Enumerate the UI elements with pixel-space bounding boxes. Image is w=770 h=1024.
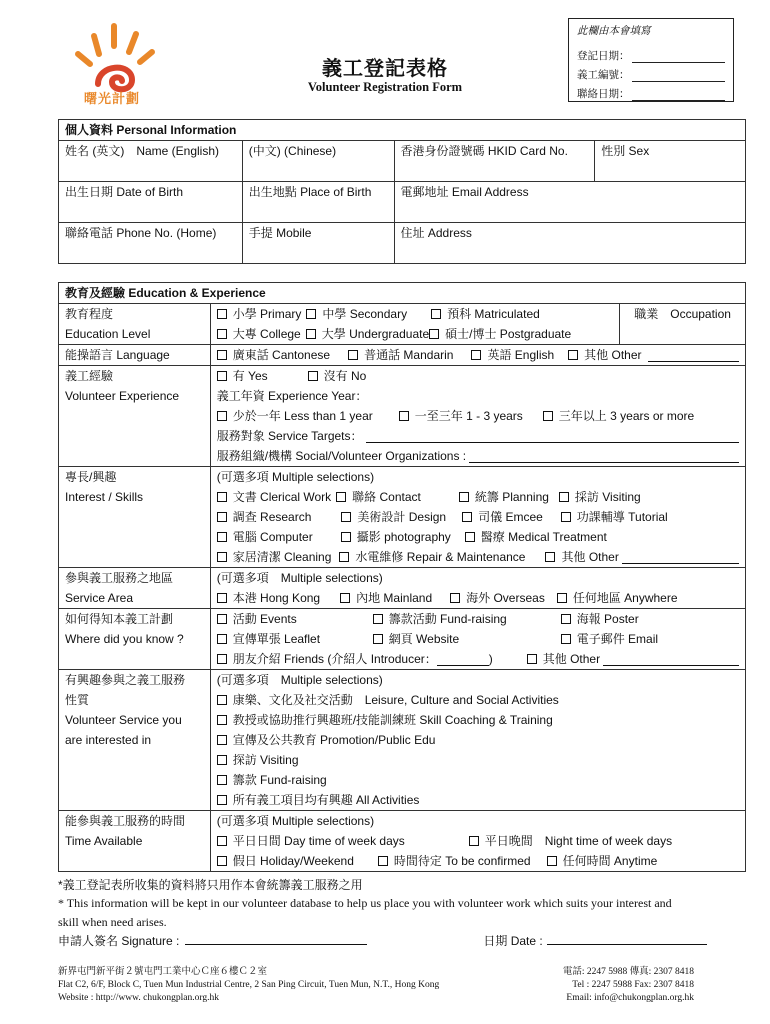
date-of-birth-field[interactable]: 出生日期 Date of Birth <box>59 182 243 223</box>
planning-checkbox[interactable] <box>459 492 469 502</box>
know-options: 活動 Events 籌款活動 Fund-raising 海報 Poster 宣傳單張 Leaflet 網頁 Website 電子郵件 Email 朋友介紹 Friends (介紹人 Introducer： ) 其他 Other <box>210 609 745 670</box>
skill-coaching-checkbox[interactable] <box>217 715 227 725</box>
all-activities-checkbox[interactable] <box>217 795 227 805</box>
anytime-checkbox[interactable] <box>547 856 557 866</box>
computer-checkbox[interactable] <box>217 532 227 542</box>
experience-yes-checkbox[interactable] <box>217 371 227 381</box>
secondary-checkbox[interactable] <box>306 309 316 319</box>
area-multi-note: (可選多項 Multiple selections) <box>216 571 383 585</box>
emcee-checkbox[interactable] <box>462 512 472 522</box>
footer-contact <box>548 966 694 1005</box>
language-options: 廣東話 Cantonese 普通話 Mandarin 英語 English 其他 Other <box>210 345 745 366</box>
signature-row <box>58 932 746 949</box>
service-area-label: 參與義工服務之地區 Service Area <box>59 568 211 609</box>
mandarin-checkbox[interactable] <box>348 350 358 360</box>
time-multi-note: (可選多項 Multiple selections) <box>216 814 375 828</box>
volunteer-number-field[interactable] <box>632 70 726 82</box>
time-available-options: (可選多項 Multiple selections) 平日日間 Day time of week days 平日晚間 Night time of week days 假日 Holiday/Weekend 時間待定 To be confirmed 任何時間 Anytime <box>210 811 745 872</box>
visiting-checkbox[interactable] <box>559 492 569 502</box>
contact-date-label: 聯絡日期： <box>577 88 630 100</box>
place-of-birth-field[interactable]: 出生地點 Place of Birth <box>242 182 394 223</box>
other-interest-field[interactable] <box>622 551 739 564</box>
experience-year-label: 義工年資 Experience Year： <box>216 389 368 403</box>
form-title-chinese: 義工登記表格 <box>322 58 448 80</box>
service-interest-label: 有興趣參與之義工服務 性質 Volunteer Service you are interested in <box>59 670 211 811</box>
contact-checkbox[interactable] <box>336 492 346 502</box>
tutorial-checkbox[interactable] <box>561 512 571 522</box>
hong-kong-checkbox[interactable] <box>217 593 227 603</box>
education-experience-table <box>58 282 746 872</box>
other-language-checkbox[interactable] <box>568 350 578 360</box>
service-area-options: (可選多項 Multiple selections) 本港 Hong Kong 內地 Mainland 海外 Overseas 任何地區 Anywhere <box>210 568 745 609</box>
signature-label: 申請人簽名 Signature : <box>58 934 180 948</box>
events-checkbox[interactable] <box>217 614 227 624</box>
phone-home-field[interactable]: 聯絡電話 Phone No. (Home) <box>59 223 243 264</box>
name-chinese-field[interactable]: (中文) (Chinese) <box>242 141 394 182</box>
footer-address <box>58 966 439 1005</box>
sex-field[interactable]: 性別 Sex <box>595 141 746 182</box>
email-source-checkbox[interactable] <box>561 634 571 644</box>
less-than-1-year-checkbox[interactable] <box>217 411 227 421</box>
other-language-field[interactable] <box>648 349 739 362</box>
office-use-heading: 此欄由本會填寫 <box>577 25 651 37</box>
address-field[interactable]: 住址 Address <box>394 223 745 264</box>
poster-checkbox[interactable] <box>561 614 571 624</box>
experience-no-checkbox[interactable] <box>308 371 318 381</box>
mobile-field[interactable]: 手提 Mobile <box>242 223 394 264</box>
english-checkbox[interactable] <box>471 350 481 360</box>
other-interest-checkbox[interactable] <box>545 552 555 562</box>
email-field[interactable]: 電郵地址 Email Address <box>394 182 745 223</box>
education-heading: 教育及經驗 Education & Experience <box>59 283 746 304</box>
name-english-field[interactable]: 姓名 (英文) Name (English) <box>59 141 243 182</box>
service-visiting-checkbox[interactable] <box>217 755 227 765</box>
repair-checkbox[interactable] <box>339 552 349 562</box>
undergraduate-checkbox[interactable] <box>306 329 316 339</box>
3-years-or-more-checkbox[interactable] <box>543 411 553 421</box>
contact-date-field[interactable] <box>632 89 726 101</box>
personal-info-heading: 個人資料 Personal Information <box>59 120 746 141</box>
interest-label: 專長/興趣 Interest / Skills <box>59 467 211 568</box>
holiday-checkbox[interactable] <box>217 856 227 866</box>
experience-options: 有 Yes 沒有 No 義工年資 Experience Year： 少於一年 Less than 1 year 一至三年 1 - 3 years 三年以上 3 years or more 服務對象 Service Targets： 服務組織/機構 Social/Volunteer Organizations : <box>210 366 745 467</box>
to-be-confirmed-checkbox[interactable] <box>378 856 388 866</box>
experience-label: 義工經驗 Volunteer Experience <box>59 366 211 467</box>
organizations-label: 服務組織/機構 Social/Volunteer Organizations : <box>216 449 467 463</box>
cleaning-checkbox[interactable] <box>217 552 227 562</box>
education-level-options: 小學 Primary 中學 Secondary 預科 Matriculated 大專 College 大學 Undergraduate 碩士/博士 Postgraduate <box>210 304 619 345</box>
other-source-checkbox[interactable] <box>527 654 537 664</box>
1-3-years-checkbox[interactable] <box>399 411 409 421</box>
weekday-daytime-checkbox[interactable] <box>217 836 227 846</box>
research-checkbox[interactable] <box>217 512 227 522</box>
anywhere-checkbox[interactable] <box>557 593 567 603</box>
office-use-box <box>568 18 734 102</box>
weekday-night-checkbox[interactable] <box>469 836 479 846</box>
postgraduate-checkbox[interactable] <box>429 329 439 339</box>
hkid-field[interactable]: 香港身份證號碼 HKID Card No. <box>394 141 595 182</box>
leaflet-checkbox[interactable] <box>217 634 227 644</box>
privacy-note-english-cont: skill when need arises. <box>58 915 167 929</box>
email-link[interactable]: Email: info@chukongplan.org.hk <box>566 993 694 1003</box>
fund-raising-source-checkbox[interactable] <box>373 614 383 624</box>
cantonese-checkbox[interactable] <box>217 350 227 360</box>
friends-checkbox[interactable] <box>217 654 227 664</box>
privacy-note-english: * This information will be kept in our volunteer database to help us place you with volunteer work which suits your interest and <box>58 896 672 910</box>
college-checkbox[interactable] <box>217 329 227 339</box>
service-multi-note: (可選多項 Multiple selections) <box>216 673 383 687</box>
phone-english: Tel : 2247 5988 Fax: 2307 8418 <box>572 980 694 990</box>
website-checkbox[interactable] <box>373 634 383 644</box>
phone-chinese: 電話: 2247 5988 傳真: 2307 8418 <box>562 967 694 977</box>
mainland-checkbox[interactable] <box>340 593 350 603</box>
overseas-checkbox[interactable] <box>450 593 460 603</box>
registration-date-label: 登記日期： <box>577 50 630 62</box>
date-field[interactable] <box>547 932 707 945</box>
clerical-checkbox[interactable] <box>217 492 227 502</box>
organizations-field[interactable] <box>469 450 739 463</box>
promotion-checkbox[interactable] <box>217 735 227 745</box>
matriculated-checkbox[interactable] <box>431 309 441 319</box>
primary-checkbox[interactable] <box>217 309 227 319</box>
service-fund-raising-checkbox[interactable] <box>217 775 227 785</box>
education-level-label: 教育程度 Education Level <box>59 304 211 345</box>
service-interest-options: (可選多項 Multiple selections) 康樂、文化及社交活動 Leisure, Culture and Social Activities 教授或協助推行興趣班/技能訓練班 Skill Coaching & Training 宣傳及公共教育 Promotion/Public Edu 探訪 Visiting 籌款 Fund-raising 所有義工項目均有興趣 All Activities <box>210 670 745 811</box>
photography-checkbox[interactable] <box>341 532 351 542</box>
leisure-checkbox[interactable] <box>217 695 227 705</box>
website-link[interactable]: Website : http://www. chukongplan.org.hk <box>58 993 219 1003</box>
interest-options: (可選多項 Multiple selections) 文書 Clerical Work 聯絡 Contact 統籌 Planning 採訪 Visiting 調查 Research 美術設計 Design 司儀 Emcee 功課輔導 Tutorial 電腦 Computer 攝影 photography 醫療 Medical Treatment 家居清潔 Cleaning 水電維修 Repair & Maintenance 其他 Other <box>210 467 745 568</box>
other-source-field[interactable] <box>603 653 739 666</box>
design-checkbox[interactable] <box>341 512 351 522</box>
know-label: 如何得知本義工計劃 Where did you know ? <box>59 609 211 670</box>
date-label: 日期 Date : <box>483 934 543 948</box>
address-chinese: 新界屯門新平街２號屯門工業中心Ｃ座６樓Ｃ２室 <box>58 967 268 977</box>
signature-field[interactable] <box>185 932 367 945</box>
volunteer-number-label: 義工編號： <box>577 69 630 81</box>
medical-checkbox[interactable] <box>465 532 475 542</box>
service-targets-label: 服務對象 Service Targets： <box>216 429 363 443</box>
service-targets-field[interactable] <box>366 430 739 443</box>
personal-info-table <box>58 119 746 264</box>
introducer-field[interactable] <box>437 653 489 666</box>
logo-text: 曙光計劃 <box>84 91 141 106</box>
time-available-label: 能參與義工服務的時間 Time Available <box>59 811 211 872</box>
interest-multi-note: (可選多項 Multiple selections) <box>216 470 375 484</box>
registration-date-field[interactable] <box>632 51 726 63</box>
occupation-field[interactable]: 職業 Occupation <box>620 304 746 345</box>
address-english: Flat C2, 6/F, Block C, Tuen Mun Industrial Centre, 2 San Ping Circuit, Tuen Mun, N.T., Hong Kong <box>58 980 440 990</box>
privacy-note-chinese: *義工登記表所收集的資料將只用作本會統籌義工服務之用 <box>58 878 363 892</box>
form-title-english: Volunteer Registration Form <box>307 80 463 94</box>
language-label: 能操語言 Language <box>59 345 211 366</box>
